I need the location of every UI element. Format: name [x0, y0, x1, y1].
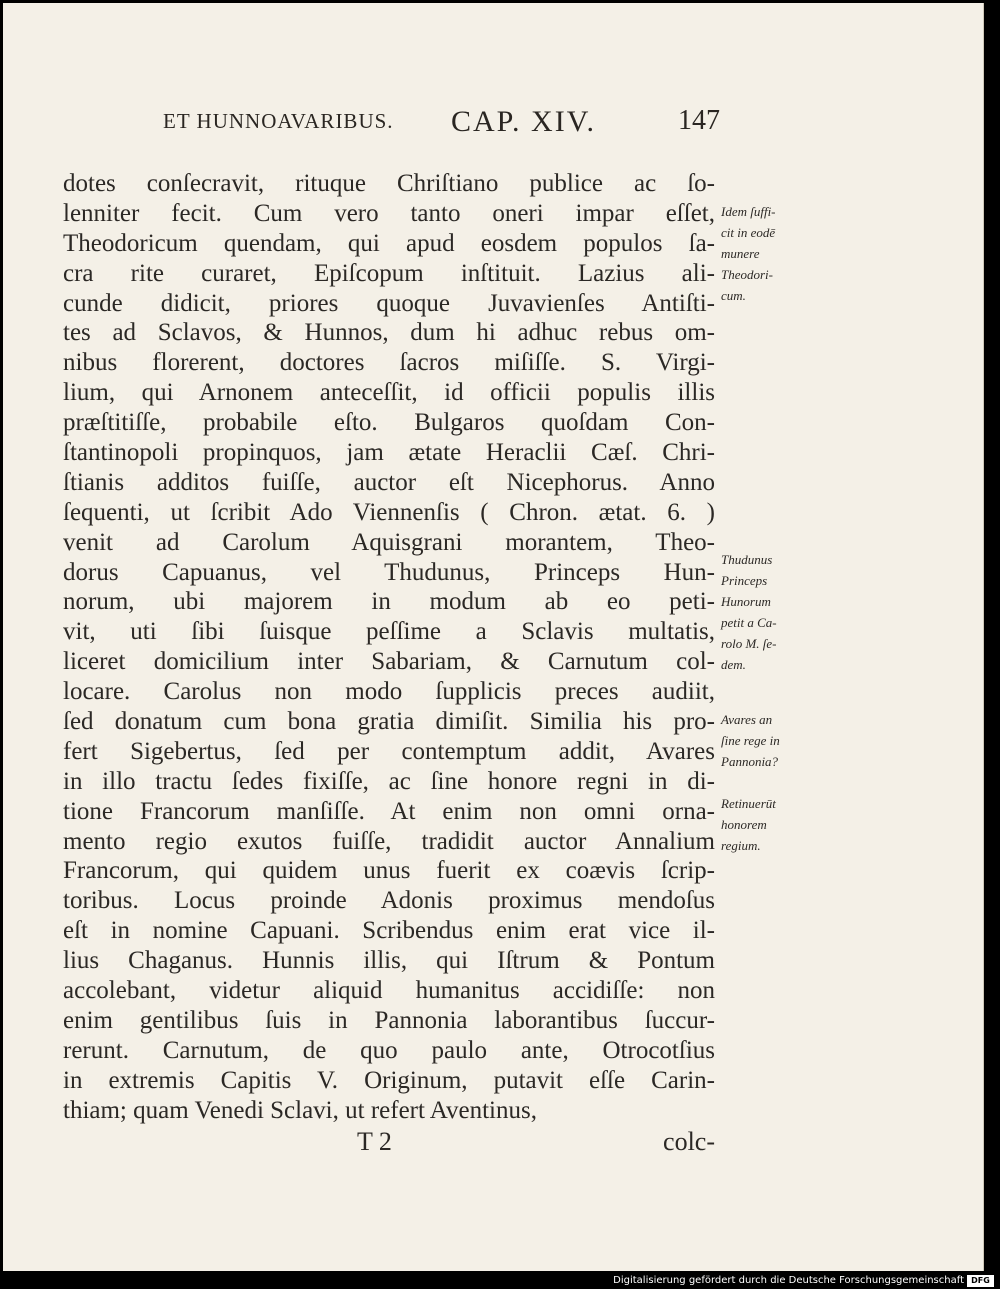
text-line: in extremis Capitis V. Originum, putavit eſſe Carin- [63, 1066, 715, 1094]
margin-note-theodoricus [721, 201, 821, 306]
margin-note-line: Thudunus [721, 552, 773, 567]
text-line: thiam; quam Venedi Sclavi, ut refert Aventinus, [63, 1096, 537, 1124]
text-line: mento regio exutos fuiſſe, tradidit auctor Annalium [63, 827, 715, 855]
margin-note-line: dem. [721, 657, 746, 672]
text-line: toribus. Locus proinde Adonis proximus mendoſus [63, 887, 715, 915]
text-line: vit, uti ſibi ſuisque peſſime a Sclavis multatis, [63, 618, 715, 646]
margin-note-line: regium. [721, 838, 761, 853]
funding-credit: Digitalisierung gefördert durch die Deutsche Forschungsgemeinschaft [613, 1275, 964, 1286]
body-text [63, 169, 715, 1126]
text-line: liceret domicilium inter Sabariam, & Carnutum col- [63, 648, 715, 676]
running-head [3, 105, 983, 149]
text-line: ſequenti, ut ſcribit Ado Viennenſis ( Chron. ætat. 6. ) [63, 498, 715, 526]
text-line: Theodoricum quendam, qui apud eosdem populos ſa- [63, 229, 715, 257]
margin-note-thudunus [721, 549, 821, 675]
chapter-label: CAP. XIV. [451, 105, 596, 138]
margin-note-line: rolo M. ſe- [721, 636, 777, 651]
running-head-title: ET HUNNOAVARIBUS. [163, 109, 394, 133]
margin-note-line: Avares an [721, 712, 773, 727]
text-line: lenniter fecit. Cum vero tanto oneri impar eſſet, [63, 199, 715, 227]
margin-note-line: Idem ſuffi- [721, 204, 776, 219]
margin-note-line: Princeps [721, 573, 768, 588]
book-page [3, 3, 984, 1271]
text-line: præſtitiſſe, probabile eſto. Bulgaros quoſdam Con- [63, 409, 715, 437]
text-line: venit ad Carolum Aquisgrani morantem, Theo- [63, 528, 715, 556]
text-line: Francorum, qui quidem unus fuerit ex coævis ſcrip- [63, 857, 715, 885]
margin-note-line: cum. [721, 288, 746, 303]
text-line: tione Francorum manſiſſe. At enim non omni orna- [63, 797, 715, 825]
dfg-logo: DFG [967, 1275, 994, 1287]
margin-note-honorem [721, 793, 821, 856]
margin-note-line: cit in eodē [721, 225, 776, 240]
text-line: nibus florerent, doctores ſacros miſiſſe. S. Virgi- [63, 349, 715, 377]
margin-note-avares [721, 709, 821, 772]
margin-note-line: Pannonia? [721, 754, 779, 769]
text-line: dotes conſecravit, rituque Chriſtiano publice ac ſo- [63, 170, 715, 197]
text-line: in illo tractu ſedes fixiſſe, ac ſine honore regni in di- [63, 767, 715, 795]
signature-mark: T 2 [357, 1127, 392, 1156]
margin-note-line: Retinuerūt [721, 796, 776, 811]
margin-note-line: Theodori- [721, 267, 773, 282]
text-line: enim gentilibus ſuis in Pannonia laborantibus ſuccur- [63, 1006, 715, 1034]
margin-note-line: petit a Ca- [721, 615, 777, 630]
text-line: ſtantinopoli propinquos, jam ætate Heraclii Cæſ. Chri- [63, 439, 715, 467]
text-line: norum, ubi majorem in modum ab eo peti- [63, 588, 715, 616]
catchword: colc- [663, 1127, 715, 1156]
text-line: lium, qui Arnonem anteceſſit, id officii populis illis [63, 379, 715, 407]
text-line: dorus Capuanus, vel Thudunus, Princeps Hun- [63, 558, 715, 586]
text-line: lius Chaganus. Hunnis illis, qui Iſtrum & Pontum [63, 947, 715, 975]
digitization-footer [0, 1273, 1000, 1289]
margin-note-line: honorem [721, 817, 767, 832]
page-number: 147 [678, 105, 720, 136]
page-foot [63, 1127, 715, 1159]
text-line: locare. Carolus non modo ſupplicis preces audiit, [63, 678, 715, 706]
text-line: ſtianis additos fuiſſe, auctor eſt Nicephorus. Anno [63, 468, 715, 496]
margin-note-line: ſine rege in [721, 733, 780, 748]
text-line: accolebant, videtur aliquid humanitus accidiſſe: non [63, 977, 715, 1005]
text-line: cra rite curaret, Epiſcopum inſtituit. Lazius ali- [63, 259, 715, 287]
text-line: ſed donatum cum bona gratia dimiſit. Similia his pro- [63, 708, 715, 736]
text-line: cunde didicit, priores quoque Juvavienſes Antiſti- [63, 289, 715, 317]
margin-note-line: munere [721, 246, 760, 261]
text-line: rerunt. Carnutum, de quo paulo ante, Otrocotſius [63, 1036, 715, 1064]
text-line: tes ad Sclavos, & Hunnos, dum hi adhuc rebus om- [63, 319, 715, 347]
text-line: eſt in nomine Capuani. Scribendus enim erat vice il- [63, 917, 715, 945]
margin-note-line: Hunorum [721, 594, 771, 609]
text-line: fert Sigebertus, ſed per contemptum addit, Avares [63, 737, 715, 765]
